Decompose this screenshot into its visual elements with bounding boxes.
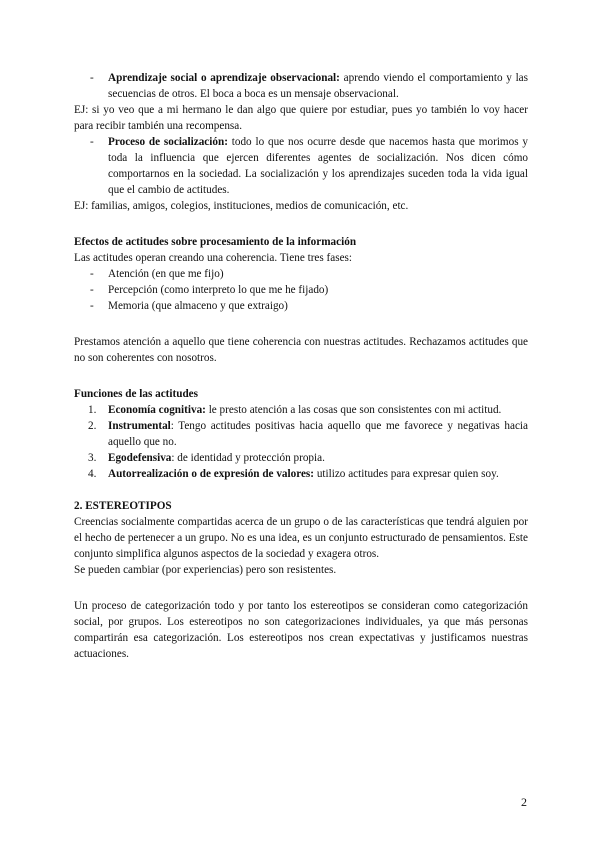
list-item-instrumental: 2. Instrumental: Tengo actitudes positivas hacia aquello que me favorece y negativas hacia aquello que no. bbox=[88, 420, 528, 448]
example-agentes: EJ: familias, amigos, colegios, instituciones, medios de comunicación, etc. bbox=[74, 200, 409, 212]
list-item-socializacion bbox=[74, 134, 528, 198]
list-item-percepcion: - Percepción (como interpreto lo que me he fijado) bbox=[90, 284, 329, 296]
efectos-paragraph: Prestamos atención a aquello que tiene coherencia con nuestras actitudes. Rechazamos actitudes que no son coherentes con nosotros. bbox=[74, 336, 528, 364]
list-item-aprendizaje-social bbox=[74, 70, 528, 102]
dash-bullet: - bbox=[90, 136, 94, 148]
list-item-memoria: - Memoria (que almaceno y que extraigo) bbox=[90, 300, 288, 312]
heading-estereotipos: 2. ESTEREOTIPOS bbox=[74, 500, 172, 512]
definition-aprendizaje-social: aprendo viendo el comportamiento y las secuencias de otros. El boca a boca es un mensaje observacional. bbox=[108, 72, 528, 100]
heading-funciones: Funciones de las actitudes bbox=[74, 388, 199, 400]
list-item-economia: 1. Economía cognitiva: le presto atención a las cosas que son consistentes con mi actitud. bbox=[88, 404, 502, 416]
example-hermano: EJ: si yo veo que a mi hermano le dan algo que quiere por estudiar, pues yo también lo voy hacer para recibir también una recompensa. bbox=[74, 104, 528, 132]
estereotipos-paragraph-2: Se pueden cambiar (por experiencias) pero son resistentes. bbox=[74, 564, 337, 576]
heading-efectos: Efectos de actitudes sobre procesamiento de la información bbox=[74, 236, 357, 248]
list-item-egodefensiva: 3. Egodefensiva: de identidad y protección propia. bbox=[88, 452, 325, 464]
page-number: 2 bbox=[521, 795, 527, 809]
list-item-atencion: - Atención (en que me fijo) bbox=[90, 268, 224, 280]
term-socializacion: Proceso de socialización: bbox=[108, 136, 228, 148]
estereotipos-paragraph-3: Un proceso de categorización todo y por tanto los estereotipos se consideran como categorización social, por grupos. Los estereotipos no son categorizaciones individuales, ya que más personas compartirán esa categorización. Los estereotipos nos crean expectativas y justificamos nuestras actuaciones. bbox=[74, 600, 528, 660]
definition-socializacion: todo lo que nos ocurre desde que nacemos hasta que morimos y toda la influencia que ejercen diferentes agentes de socialización. Nos dicen cómo comportarnos en la sociedad. La socialización y los aprendizajes suceden toda la vida igual que el cambio de actitudes. bbox=[108, 136, 528, 196]
term-aprendizaje-social: Aprendizaje social o aprendizaje observacional: bbox=[108, 72, 340, 84]
document-page bbox=[74, 70, 528, 662]
estereotipos-paragraph-1: Creencias socialmente compartidas acerca de un grupo o de las características que tendrá alguien por el hecho de pertenecer a un grupo. No es una idea, es un conjunto estructurado de pensamientos. Este conjunto simplifica algunos aspectos de la sociedad y exagera otros. bbox=[74, 516, 528, 560]
dash-bullet: - bbox=[90, 72, 94, 84]
efectos-intro: Las actitudes operan creando una coherencia. Tiene tres fases: bbox=[74, 252, 353, 264]
list-item-autorrealizacion: 4. Autorrealización o de expresión de valores: utilizo actitudes para expresar quien soy. bbox=[88, 468, 499, 480]
